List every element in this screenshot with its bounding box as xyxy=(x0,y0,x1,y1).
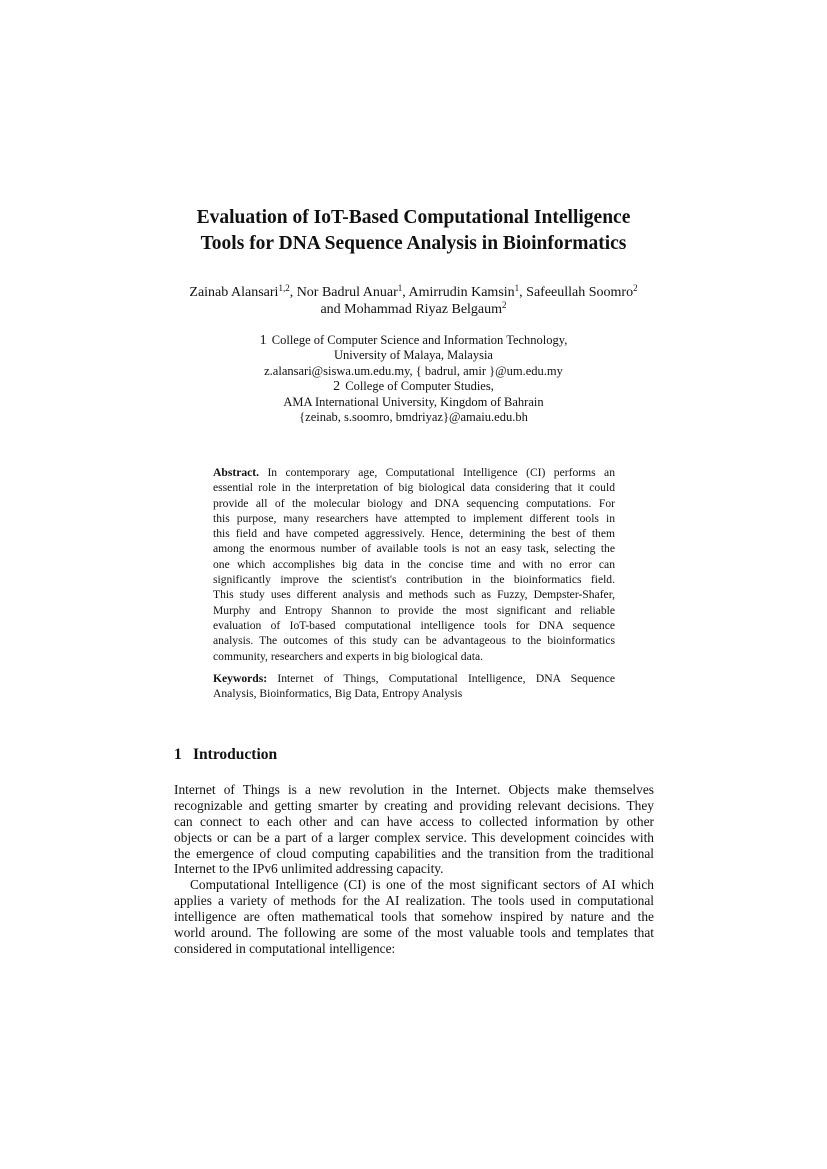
section-title: Introduction xyxy=(193,746,278,763)
abstract-line: analysis. The outcomes of this study can be advantageous to the bioinformatics xyxy=(213,634,615,648)
keywords-label: Keywords: xyxy=(213,672,268,685)
keywords-line: Analysis, Bioinformatics, Big Data, Entropy Analysis xyxy=(213,687,463,701)
affiliations xyxy=(150,333,677,425)
affiliation-2-name: 2 College of Computer Studies, xyxy=(333,379,494,395)
abstract xyxy=(213,465,615,664)
abstract-label: Abstract. xyxy=(213,466,260,479)
author-affil-sup: 1 xyxy=(514,283,520,293)
body-text xyxy=(174,782,654,957)
abstract-line: essential role in the interpretation of big biological data considering that it could xyxy=(213,481,615,495)
body-line: world around. The following are some of the most valuable tools and templates that xyxy=(174,925,654,941)
affiliation-1-name: 1 College of Computer Science and Information Technology, xyxy=(259,333,568,348)
affiliation-number: 1 xyxy=(259,333,267,348)
abstract-line: Murphy and Entropy Shannon to provide the most significant and reliable xyxy=(213,603,615,617)
title-line-2: Tools for DNA Sequence Analysis in Bioinformatics xyxy=(200,233,627,254)
paper-title xyxy=(150,205,677,257)
body-line: the emergence of cloud computing capabilities and the transition from the traditional xyxy=(174,845,654,861)
affiliation-2-location: AMA International University, Kingdom of Bahrain xyxy=(283,394,544,409)
abstract-line: among the enormous number of available tools is not an easy task, selecting the xyxy=(213,542,615,556)
keywords-line: Keywords: Internet of Things, Computational Intelligence, DNA Sequence xyxy=(213,672,615,685)
affiliation-number: 2 xyxy=(333,379,341,395)
body-line: intelligence are often mathematical tools that somehow inspired by nature and the xyxy=(174,909,654,925)
abstract-line: This study uses different analysis and methods such as Fuzzy, Dempster-Shafer, xyxy=(213,588,615,602)
affiliation-1-location: University of Malaya, Malaysia xyxy=(334,348,493,363)
abstract-line: one which accomplishes big data in the concise time and with no error can xyxy=(213,557,615,571)
body-line: recognizable and getting smarter by creating and providing relevant decisions. They xyxy=(174,797,654,813)
body-line: Internet to the IPv6 unlimited addressing capacity. xyxy=(174,861,444,877)
keywords xyxy=(213,671,615,702)
abstract-line: provide all of the molecular biology and DNA sequencing computations. For xyxy=(213,496,615,510)
abstract-line: this purpose, many researchers have attempted to implement different tools in xyxy=(213,511,615,525)
author-name: , Safeeullah Soomro xyxy=(519,285,634,300)
body-line: objects or can be a part of a larger complex service. This development coincides with xyxy=(174,829,654,845)
abstract-line: evaluation of IoT-based computational intelligence tools for DNA sequence xyxy=(213,618,615,632)
author-name: , Amirrudin Kamsin xyxy=(402,285,515,300)
abstract-line: this field and have competed aggressively. Hence, determining the best of them xyxy=(213,527,615,541)
author-list xyxy=(150,284,677,318)
body-line: considered in computational intelligence: xyxy=(174,940,396,956)
body-line: can connect to each other and can have access to collected information by other xyxy=(174,813,654,829)
author-affil-sup: 2 xyxy=(633,283,638,293)
abstract-line: community, researchers and experts in big biological data. xyxy=(213,649,484,663)
title-line-1: Evaluation of IoT-Based Computational Intelligence xyxy=(196,207,631,228)
body-line: Computational Intelligence (CI) is one of the most significant sectors of AI which xyxy=(190,877,654,893)
author-name: and Mohammad Riyaz Belgaum xyxy=(320,302,503,317)
author-name: , Nor Badrul Anuar xyxy=(289,285,398,300)
abstract-line: Abstract. In contemporary age, Computational Intelligence (CI) performs an xyxy=(213,466,615,479)
author-name: Zainab Alansari xyxy=(189,285,279,300)
section-number: 1 xyxy=(174,746,182,763)
body-line: Internet of Things is a new revolution in the Internet. Objects make themselves xyxy=(174,782,654,797)
author-line-2 xyxy=(150,301,677,318)
affiliation-2-email: {zeinab, s.soomro, bmdriyaz}@amaiu.edu.bh xyxy=(299,410,528,425)
author-affil-sup: 1 xyxy=(397,283,403,293)
author-line-1 xyxy=(150,284,677,301)
body-line: applies a variety of methods for the AI realization. The tools used in computational xyxy=(174,893,654,909)
section-heading xyxy=(174,745,277,765)
affiliation-1-email: z.alansari@siswa.um.edu.my, { badrul, amir }@um.edu.my xyxy=(264,363,563,378)
author-affil-sup: 2 xyxy=(502,300,507,310)
abstract-line: significantly improve the scientist's contribution in the bioinformatics field. xyxy=(213,573,615,587)
author-affil-sup: 1,2 xyxy=(278,283,290,293)
